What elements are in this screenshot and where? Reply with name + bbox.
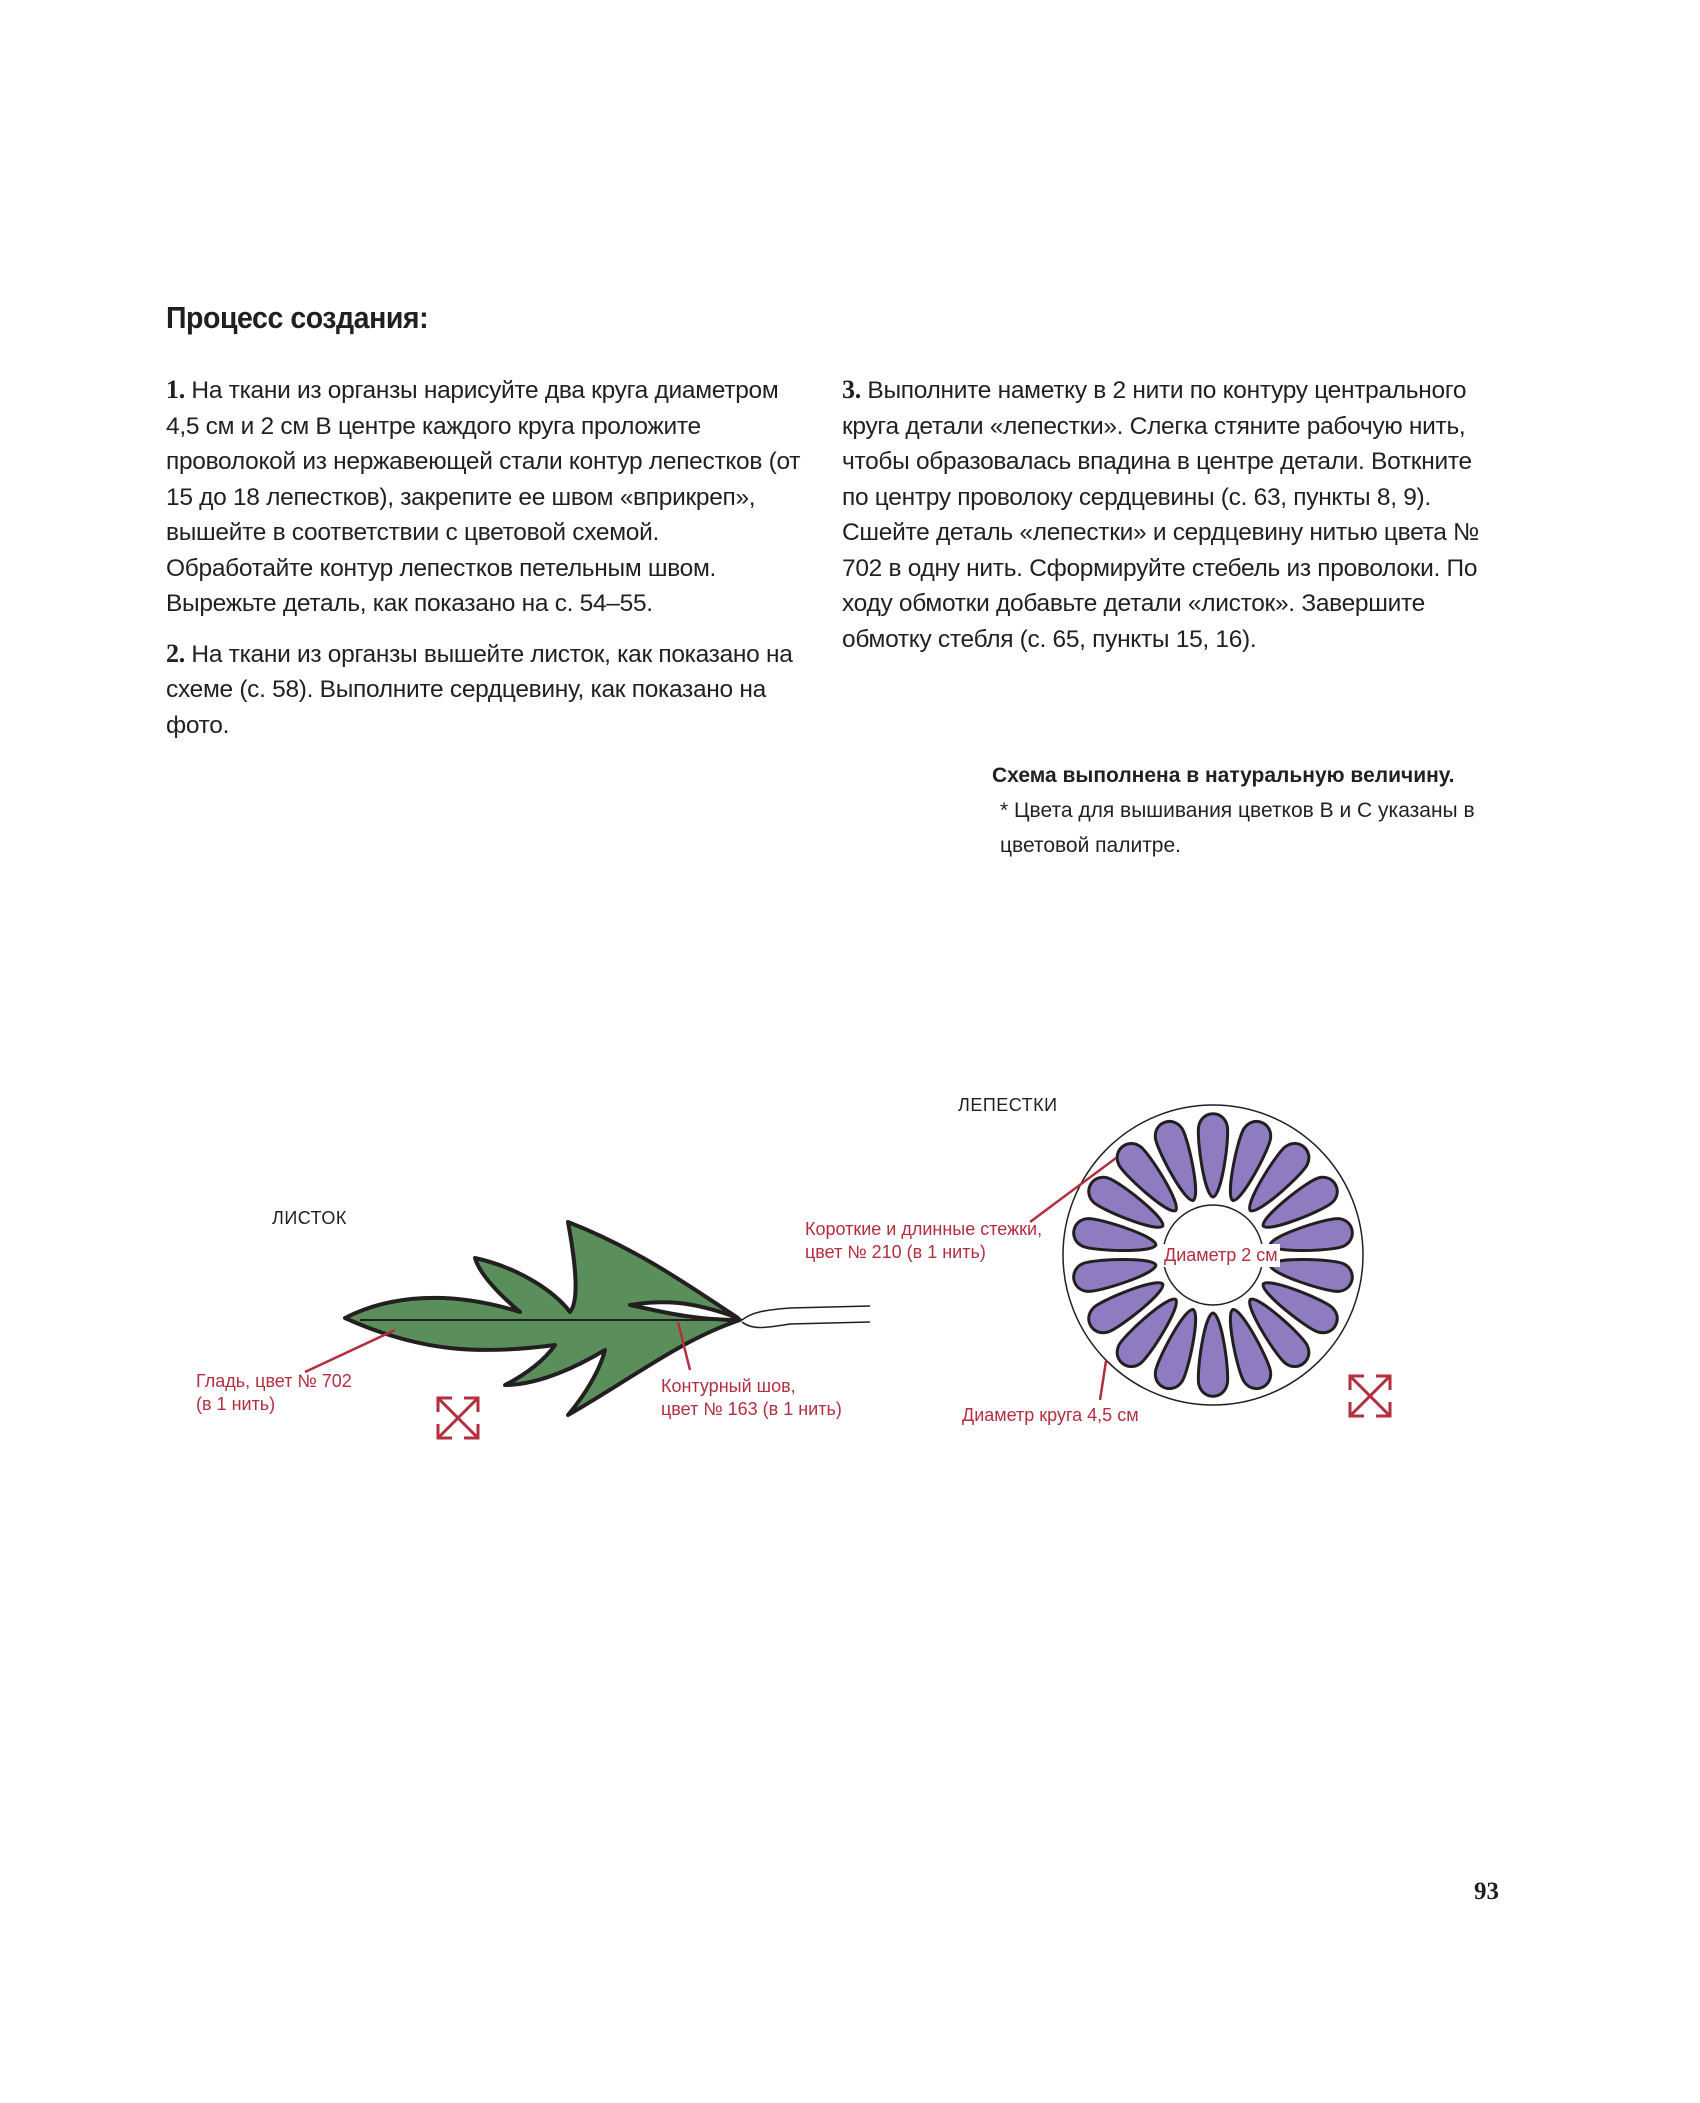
scale-arrows-icon bbox=[438, 1398, 478, 1438]
petal bbox=[1198, 1114, 1227, 1197]
note-title: Схема выполнена в натуральную величину. bbox=[992, 764, 1455, 787]
leaf-title: ЛИСТОК bbox=[272, 1208, 347, 1228]
leaf-fill-leader bbox=[305, 1330, 395, 1372]
label-line: цвет № 210 (в 1 нить) bbox=[805, 1242, 986, 1262]
section-heading: Процесс создания: bbox=[166, 300, 429, 335]
inner-diameter-label: Диаметр 2 см bbox=[1164, 1245, 1278, 1265]
label-line: цвет № 163 (в 1 нить) bbox=[661, 1399, 842, 1419]
note-body: * Цвета для вышивания цветков B и C указаны в цветовой палитре. bbox=[1000, 799, 1475, 857]
step-text: На ткани из органзы нарисуйте два круга диаметром 4,5 см и 2 см В центре каждого круга проложите проволокой из нержавеющей стали контур лепестков (от 15 до 18 лепестков), закрепите ее швом «вприкреп», вышейте в соответствии с цветовой схемой. Обработайте контур лепестков петельным швом. Вырежьте деталь, как показано на с. 54–55. bbox=[166, 377, 801, 617]
petal bbox=[1198, 1313, 1227, 1396]
label-line: (в 1 нить) bbox=[196, 1394, 276, 1414]
step-text: Выполните наметку в 2 нити по контуру центрального круга детали «лепестки». Слегка стяните рабочую нить, чтобы образовалась впадина в центре детали. Воткните по центру проволоку сердцевины (с. 63, пункты 8, 9). Сшейте деталь «лепестки» и сердцевину нитью цвета № 702 в одну нить. Сформируйте стебель из проволоки. По ходу обмотки добавьте детали «листок». Завершите обмотку стебля (с. 65, пункты 15, 16). bbox=[842, 377, 1480, 653]
label-line: Контурный шов, bbox=[661, 1376, 796, 1396]
step-number: 3. bbox=[842, 375, 861, 404]
scale-arrows-icon bbox=[1350, 1376, 1390, 1416]
leaf-stem bbox=[742, 1306, 870, 1328]
outer-diameter-label: Диаметр круга 4,5 см bbox=[962, 1405, 1139, 1425]
page-number: 93 bbox=[1474, 1878, 1499, 1905]
step-text: На ткани из органзы вышейте листок, как показано на схеме (с. 58). Выполните сердцевину, как показано на фото. bbox=[166, 640, 793, 739]
label-line: Гладь, цвет № 702 bbox=[196, 1371, 352, 1391]
outer-diameter-leader bbox=[1100, 1361, 1106, 1400]
step-number: 2. bbox=[166, 638, 185, 668]
label-line: Короткие и длинные стежки, bbox=[805, 1219, 1043, 1239]
step-number: 1. bbox=[166, 375, 185, 404]
petals-title: ЛЕПЕСТКИ bbox=[958, 1095, 1058, 1115]
leaf-fill-label bbox=[196, 1370, 352, 1416]
petal-stitch-label bbox=[805, 1218, 1042, 1264]
leaf-outline-label bbox=[661, 1375, 842, 1421]
